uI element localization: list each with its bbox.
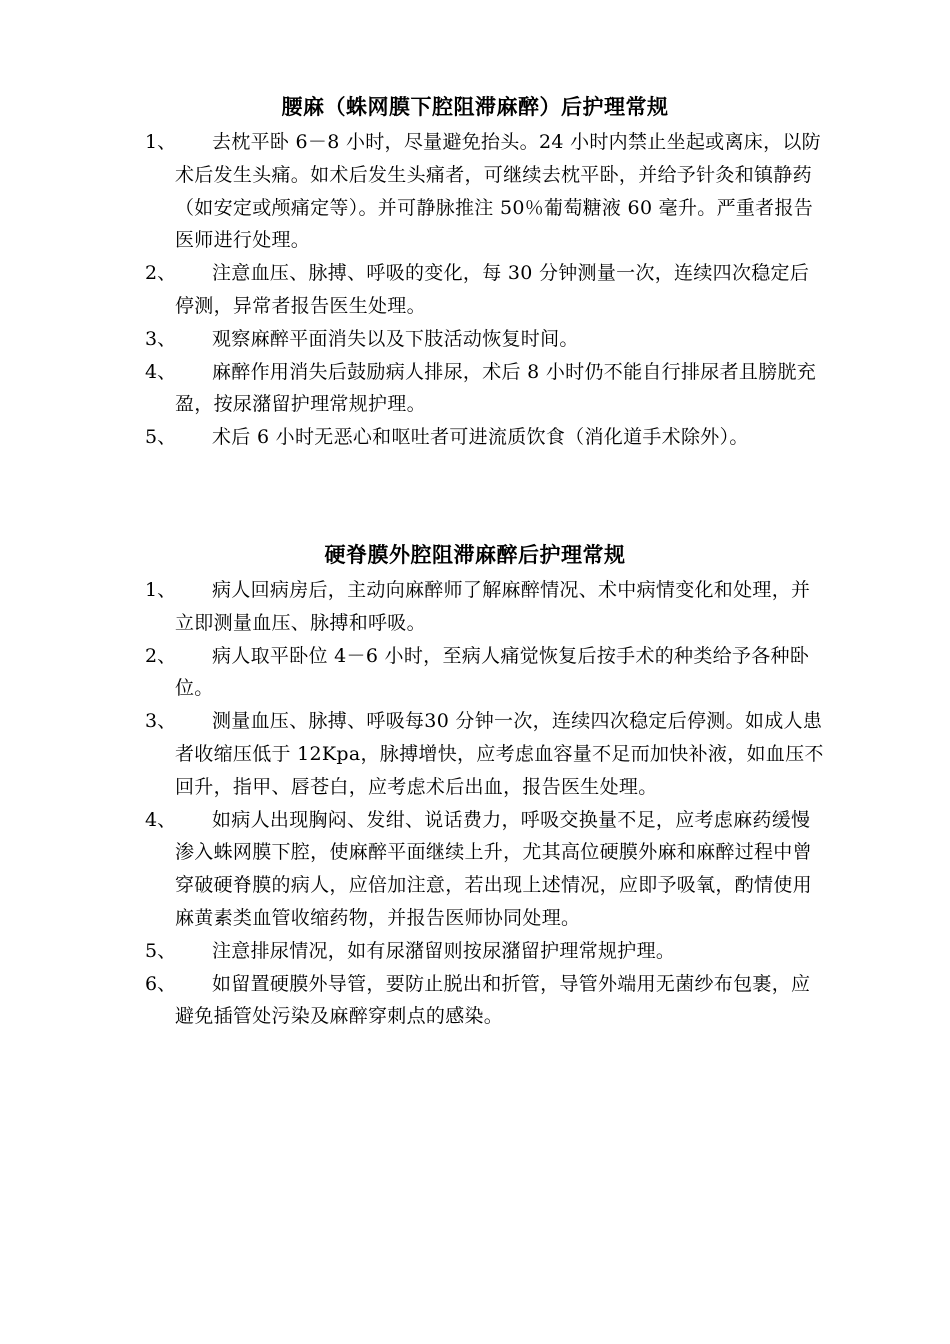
item-text: 测量血压、脉搏、呼吸每30 分钟一次，连续四次稳定后停测。如成人患者收缩压低于 12Kpa，脉搏增快，应考虑血容量不足而加快补液，如血压不回升，指甲、唇苍白，应考虑术后出血，报告医生处理。 (175, 710, 824, 798)
item-number: 5、 (145, 426, 177, 449)
list-item (0, 640, 950, 706)
item-number: 1、 (145, 131, 177, 153)
list-item (0, 126, 950, 257)
item-text: 病人回病房后，主动向麻醉师了解麻醉情况、术中病情变化和处理，并立即测量血压、脉搏和呼吸。 (175, 579, 811, 634)
item-number: 2、 (145, 262, 177, 285)
item-text: 如留置硬膜外导管，要防止脱出和折管，导管外端用无菌纱布包裹，应避免插管处污染及麻醉穿刺点的感染。 (175, 972, 811, 1028)
item-number: 6、 (145, 972, 177, 995)
list-item (0, 935, 950, 968)
list-item (0, 257, 950, 323)
item-text: 注意排尿情况，如有尿潴留则按尿潴留护理常规护理。 (212, 939, 676, 962)
item-text: 观察麻醉平面消失以及下肢活动恢复时间。 (212, 327, 579, 350)
item-text: 注意血压、脉搏、呼吸的变化，每 30 分钟测量一次，连续四次稳定后停测，异常者报告医生处理。 (175, 262, 810, 317)
item-text: 去枕平卧 6－8 小时，尽量避免抬头。24 小时内禁止坐起或离床，以防术后发生头痛。如术后发生头痛者，可继续去枕平卧，并给予针灸和镇静药（如安定或颅痛定等）。并可静脉推注 50％葡萄糖液 60 毫升。严重者报告医师进行处理。 (175, 131, 821, 252)
item-number: 5、 (145, 939, 177, 962)
epidural-anesthesia-section (0, 540, 950, 1033)
section-title: 腰麻（蛛网膜下腔阻滞麻醉）后护理常规 (281, 94, 669, 119)
section-title: 硬脊膜外腔阻滞麻醉后护理常规 (324, 542, 626, 567)
list-item (0, 421, 950, 454)
item-text: 术后 6 小时无恶心和呕吐者可进流质饮食（消化道手术除外）。 (212, 426, 749, 449)
item-text: 病人取平卧位 4－6 小时，至病人痛觉恢复后按手术的种类给予各种卧位。 (175, 644, 810, 700)
item-number: 3、 (145, 710, 177, 733)
list-item (0, 705, 950, 803)
list-item (0, 804, 950, 935)
list-item (0, 574, 950, 640)
item-text: 麻醉作用消失后鼓励病人排尿，术后 8 小时仍不能自行排尿者且膀胱充盈，按尿潴留护理常规护理。 (175, 360, 817, 416)
item-number: 3、 (145, 327, 177, 350)
item-text: 如病人出现胸闷、发绀、说话费力，呼吸交换量不足，应考虑麻药缓慢渗入蛛网膜下腔，使麻醉平面继续上升，尤其高位硬膜外麻和麻醉过程中曾穿破硬脊膜的病人，应倍加注意，若出现上述情况，应即予吸氧，酌情使用麻黄素类血管收缩药物，并报告医师协同处理。 (175, 808, 812, 929)
spinal-anesthesia-section (0, 92, 950, 454)
list-item (0, 356, 950, 422)
item-number: 1、 (145, 579, 177, 601)
item-number: 4、 (145, 360, 177, 383)
item-number: 2、 (145, 644, 177, 667)
item-number: 4、 (145, 808, 177, 831)
list-item (0, 968, 950, 1034)
list-item (0, 323, 950, 356)
